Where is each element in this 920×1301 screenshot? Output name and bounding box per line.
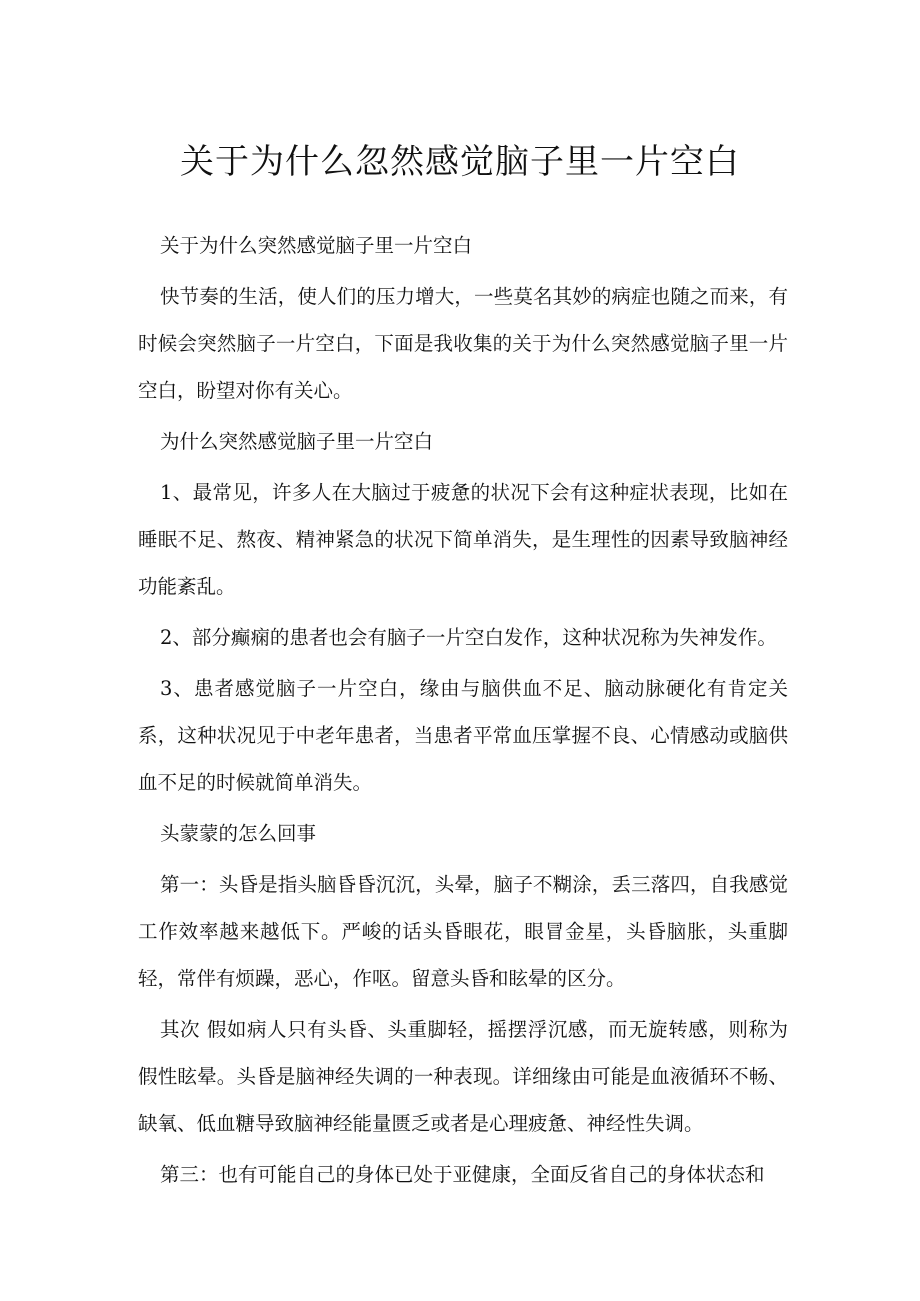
paragraph-cause-1: 1、最常见，许多人在大脑过于疲惫的状况下会有这种症状表现，比如在睡眠不足、熬夜、精神紧急的状况下简单消失，是生理性的因素导致脑神经功能紊乱。 [138,481,788,598]
paragraph-third: 第三：也有可能自己的身体已处于亚健康，全面反省自己的身体状态和 [160,1163,765,1186]
document-title: 关于为什么忽然感觉脑子里一片空白 [180,142,740,182]
section-heading-dizziness: 头蒙蒙的怎么回事 [160,822,317,845]
paragraph-subtitle: 关于为什么突然感觉脑子里一片空白 [160,234,473,257]
paragraph-cause-3: 3、患者感觉脑子一片空白，缘由与脑供血不足、脑动脉硬化有肯定关系，这种状况见于中老年患者，当患者平常血压掌握不良、心情感动或脑供血不足的时候就简单消失。 [138,677,788,794]
document-body [138,222,788,1198]
paragraph-intro: 快节奏的生活，使人们的压力增大，一些莫名其妙的病症也随之而来，有时候会突然脑子一片空白，下面是我收集的关于为什么突然感觉脑子里一片空白，盼望对你有关心。 [138,285,788,402]
section-heading-causes: 为什么突然感觉脑子里一片空白 [160,430,434,453]
paragraph-second: 其次 假如病人只有头昏、头重脚轻，摇摆浮沉感，而无旋转感，则称为假性眩晕。头昏是脑神经失调的一种表现。详细缘由可能是血液循环不畅、缺氧、低血糖导致脑神经能量匮乏或者是心理疲惫、神经性失调。 [138,1018,788,1135]
paragraph-cause-2: 2、部分癫痫的患者也会有脑子一片空白发作，这种状况称为失神发作。 [160,626,777,649]
paragraph-first: 第一：头昏是指头脑昏昏沉沉，头晕，脑子不糊涂，丢三落四，自我感觉工作效率越来越低下。严峻的话头昏眼花，眼冒金星，头昏脑胀，头重脚轻，常伴有烦躁，恶心，作呕。留意头昏和眩晕的区分。 [138,873,788,990]
